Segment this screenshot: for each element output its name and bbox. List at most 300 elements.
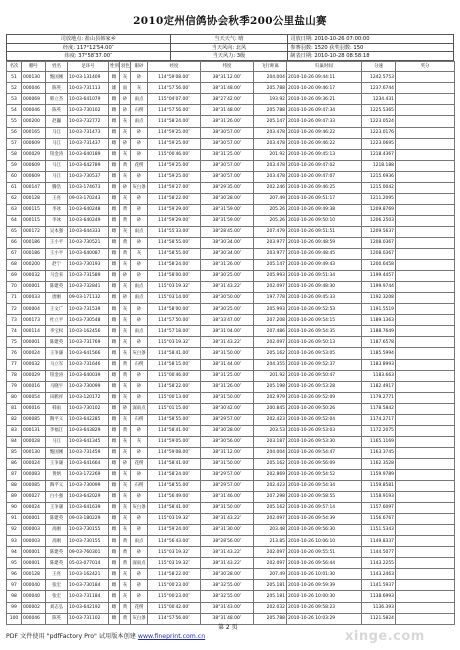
table-cell: 000115	[22, 215, 46, 226]
table-cell: 雌	[109, 525, 120, 536]
table-cell: 灰	[120, 569, 131, 580]
table-cell: 唐刚	[46, 293, 68, 304]
table-row	[7, 558, 455, 569]
table-cell	[396, 304, 455, 315]
table-cell: 204.004	[254, 447, 287, 458]
table-cell: 000186	[22, 249, 46, 260]
table-cell: 灰	[120, 282, 131, 293]
table-row	[7, 293, 455, 304]
table-cell: 砂	[131, 469, 148, 480]
column-header: 姓名	[46, 61, 68, 72]
table-cell: 10-03-172269	[68, 469, 109, 480]
table-cell: 000172	[22, 226, 46, 237]
table-cell: 10-03-641079	[68, 94, 109, 105]
table-cell: 38°30′42.00″	[201, 403, 254, 414]
table-cell: 201.92	[254, 370, 287, 381]
table-cell: 2010-10-26 09:50:47	[287, 370, 362, 381]
table-cell: 207.486	[254, 326, 287, 337]
table-cell: 2010-10-26 09:36:21	[287, 94, 362, 105]
table-cell: 207.298	[254, 492, 287, 503]
column-header: 眼砂	[131, 61, 148, 72]
table-cell: 38°31′48.00″	[201, 613, 254, 624]
table-cell: 90	[7, 503, 22, 514]
table-cell: 2010-10-26 09:58:23	[287, 602, 362, 613]
table-cell: 陈建英	[46, 514, 68, 525]
table-cell: 38°31′46.00″	[201, 492, 254, 503]
table-cell: 66	[7, 237, 22, 248]
table-cell: 雌	[109, 293, 120, 304]
table-cell: 2010-10-26 09:53:03	[287, 425, 362, 436]
table-cell: 花楞	[131, 160, 148, 171]
table-cell: 马江	[46, 171, 68, 182]
table-cell: 205.788	[254, 613, 287, 624]
table-cell: 10-03-730099	[68, 481, 109, 492]
table-cell: 203.977	[254, 237, 287, 248]
table-cell: 10-03-644333	[68, 226, 109, 237]
table-cell: 2010-10-26 09:56:30	[287, 525, 362, 536]
table-cell: 灰	[120, 503, 131, 514]
table-cell: 2010-10-26 09:50:10	[287, 215, 362, 226]
table-row	[7, 547, 455, 558]
table-cell: 10-03-174673	[68, 182, 109, 193]
table-cell	[396, 72, 455, 83]
table-cell: 雨点	[131, 282, 148, 293]
table-cell: 1162.3528	[362, 458, 396, 469]
table-cell: 56	[7, 127, 22, 138]
table-cell	[396, 514, 455, 525]
table-cell: 赵巍	[46, 116, 68, 127]
table-cell: 10-03-731769	[68, 337, 109, 348]
table-cell: 71	[7, 293, 22, 304]
table-cell: 80	[7, 392, 22, 403]
table-cell	[396, 547, 455, 558]
table-cell	[396, 105, 455, 116]
table-cell: 2010-10-26 09:48:30	[287, 282, 362, 293]
table-cell: 1179.2771	[362, 392, 396, 403]
table-cell: 1187.6578	[362, 337, 396, 348]
table-cell: 10-03-730102	[68, 403, 109, 414]
table-cell: 2010-10-26 09:49:43	[287, 260, 362, 271]
table-cell: 000001	[22, 514, 46, 525]
table-cell: 38°30′57.00″	[201, 127, 254, 138]
table-cell: 203.478	[254, 171, 287, 182]
table-cell: 雌	[109, 182, 120, 193]
table-cell: 09-03-170243	[68, 193, 109, 204]
table-cell	[396, 458, 455, 469]
table-cell: 雌	[109, 127, 120, 138]
table-row	[7, 260, 455, 271]
table-cell	[396, 237, 455, 248]
table-cell: 38°30′50.00″	[201, 293, 254, 304]
table-cell: 38°31′43.22″	[201, 282, 254, 293]
table-cell: 115°00′42.00″	[148, 602, 201, 613]
table-cell: 000016	[22, 381, 46, 392]
table-row	[7, 337, 455, 348]
table-cell: 114°59′25.00″	[148, 127, 201, 138]
table-cell	[396, 116, 455, 127]
table-cell: 95	[7, 558, 22, 569]
table-cell: 64	[7, 215, 22, 226]
table-cell: 砂	[131, 547, 148, 558]
table-cell: 黄	[120, 204, 131, 215]
table-cell: 68	[7, 260, 22, 271]
table-cell	[396, 481, 455, 492]
table-cell: 000128	[22, 569, 46, 580]
table-row	[7, 403, 455, 414]
table-cell	[396, 293, 455, 304]
table-cell: 砂	[131, 204, 148, 215]
table-cell: 10-03-162421	[68, 569, 109, 580]
table-cell: 59	[7, 160, 22, 171]
table-cell: 砂	[131, 525, 148, 536]
table-cell: 2010-10-26 09:54:47	[287, 447, 362, 458]
table-cell: 2010-10-26 09:52:09	[287, 392, 362, 403]
table-cell: 205.147	[254, 260, 287, 271]
table-cell: 38°31′50.00″	[201, 503, 254, 514]
table-cell: 1223.0524	[362, 116, 396, 127]
table-cell: 38°31′50.00″	[201, 392, 254, 403]
table-cell: 2010-10-26 09:44:11	[287, 72, 362, 83]
table-cell: 38°30′57.00″	[201, 160, 254, 171]
table-cell: 38°31′50.00″	[201, 458, 254, 469]
table-cell: 砂	[131, 425, 148, 436]
table-cell: 张宏	[46, 591, 68, 602]
table-cell: 38°31′12.00″	[201, 72, 254, 83]
table-cell: 38°32′55.00″	[201, 580, 254, 591]
table-cell: 114°57′56.00″	[148, 83, 201, 94]
table-cell: 1163.3745	[362, 447, 396, 458]
table-cell: 李冰	[46, 204, 68, 215]
table-row	[7, 481, 455, 492]
table-cell: 1242.5753	[362, 72, 396, 83]
table-cell: 202.097	[254, 547, 287, 558]
table-cell: 38°31′43.22″	[201, 558, 254, 569]
table-cell: 1178.5842	[362, 403, 396, 414]
table-cell: 05-03-077014	[68, 558, 109, 569]
table-cell: 陈英	[46, 613, 68, 624]
table-cell	[396, 138, 455, 149]
table-cell: 灰	[120, 226, 131, 237]
table-cell: 52	[7, 83, 22, 94]
table-cell: 000028	[22, 436, 46, 447]
table-cell: 李冰	[46, 215, 68, 226]
table-cell: 000173	[22, 315, 46, 326]
table-cell: 115°00′23.00″	[148, 591, 201, 602]
table-cell: 灰	[120, 72, 131, 83]
table-row	[7, 469, 455, 480]
table-cell: 灰	[120, 348, 131, 359]
table-cell: 砂	[131, 447, 148, 458]
table-cell: 黄炳	[46, 469, 68, 480]
pdf-footer	[6, 631, 205, 640]
table-cell	[396, 613, 455, 624]
table-cell: 38°31′26.00″	[201, 381, 254, 392]
table-row	[7, 215, 455, 226]
table-cell: 雌	[109, 458, 120, 469]
table-cell: 1188.7649	[362, 326, 396, 337]
table-cell: 205.162	[254, 458, 287, 469]
table-cell: 砂	[131, 215, 148, 226]
table-cell: 1223.0695	[362, 138, 396, 149]
table-cell: 2010-10-26 09:53:28	[287, 381, 362, 392]
table-cell: 203.48	[254, 525, 287, 536]
table-cell: 114°57′56.00″	[148, 105, 201, 116]
table-cell: 114°58′24.00″	[148, 260, 201, 271]
table-cell: 甄国刚	[46, 72, 68, 83]
table-row	[7, 425, 455, 436]
table-cell: 114°59′29.00″	[148, 204, 201, 215]
table-row	[7, 580, 455, 591]
table-cell: 10-03-730193	[68, 260, 109, 271]
table-cell: 10-03-640039	[68, 370, 109, 381]
table-cell: 雌	[109, 536, 120, 547]
table-cell: 砂	[120, 182, 131, 193]
table-cell: 灰	[120, 525, 131, 536]
table-cell: 207.208	[254, 315, 287, 326]
table-cell: 砂	[131, 127, 148, 138]
table-cell: 高刚	[46, 536, 68, 547]
table-cell: 雨点	[131, 226, 148, 237]
table-cell: 黄	[120, 536, 131, 547]
table-cell: 2010-10-26 09:46:17	[287, 83, 362, 94]
table-cell: 石楞	[131, 414, 148, 425]
table-cell: 10-03-640249	[68, 215, 109, 226]
table-cell: 10-03-732772	[68, 116, 109, 127]
table-cell: 雌	[109, 116, 120, 127]
table-cell: 灰白条	[131, 613, 148, 624]
table-cell: 000165	[22, 127, 46, 138]
table-cell: 10-03-730184	[68, 580, 109, 591]
table-cell: 000200	[22, 260, 46, 271]
column-header: 性别	[109, 61, 120, 72]
table-cell: 砂	[131, 392, 148, 403]
table-cell: 114°58′41.00″	[148, 348, 201, 359]
table-cell: 202.097	[254, 558, 287, 569]
table-cell: 1159.9789	[362, 469, 396, 480]
table-cell: 雌	[109, 149, 120, 160]
table-cell: 97	[7, 580, 22, 591]
table-cell: 刘志弘	[46, 602, 68, 613]
table-cell: 雌	[109, 94, 120, 105]
table-cell	[396, 503, 455, 514]
table-cell: 高刚	[46, 525, 68, 536]
table-cell: 2010-10-26 09:50:13	[287, 337, 362, 348]
table-cell: 陶平义	[46, 414, 68, 425]
table-cell: 雌	[109, 138, 120, 149]
table-cell: 雌	[109, 414, 120, 425]
table-cell: 38°27′42.00″	[201, 94, 254, 105]
info-cell: 当天风力: 3级	[170, 52, 288, 61]
table-cell: 2010-10-26 10:06:10	[287, 536, 362, 547]
table-cell: 1121.5824	[362, 613, 396, 624]
table-cell: 000027	[22, 492, 46, 503]
table-cell	[396, 204, 455, 215]
table-cell: 1143.2255	[362, 558, 396, 569]
table-cell: 灰	[120, 381, 131, 392]
table-cell: 000003	[22, 536, 46, 547]
table-cell	[396, 525, 455, 536]
table-cell: 2010-10-26 09:51:34	[287, 271, 362, 282]
table-cell: 1159.8581	[362, 481, 396, 492]
table-cell: 砂	[120, 293, 131, 304]
table-cell: 09-03-171132	[68, 293, 109, 304]
table-cell	[396, 403, 455, 414]
table-cell	[396, 315, 455, 326]
table-cell: 雨点	[131, 293, 148, 304]
table-cell	[396, 282, 455, 293]
info-row	[7, 52, 454, 61]
table-cell: 10-03-731113	[68, 83, 109, 94]
table-cell: 10-03-731473	[68, 127, 109, 138]
table-cell: 000029	[22, 149, 46, 160]
table-row	[7, 160, 455, 171]
table-cell: 雌	[109, 613, 120, 624]
table-cell: 000130	[22, 447, 46, 458]
table-cell: 雌	[109, 215, 120, 226]
table-cell: 砂	[131, 237, 148, 248]
table-cell: 000024	[22, 458, 46, 469]
table-cell	[396, 260, 455, 271]
table-cell: 腾浩	[46, 182, 68, 193]
info-cell: 当天天气: 晴	[170, 35, 288, 44]
table-cell: 38°30′34.00″	[201, 237, 254, 248]
table-cell: 2010-10-26 09:58:55	[287, 492, 362, 503]
table-row	[7, 326, 455, 337]
race-title: 2010定州信鸽协会秋季200公里盐山赛	[133, 15, 327, 27]
table-cell: 雌	[109, 260, 120, 271]
table-cell: 38°30′28.00″	[201, 569, 254, 580]
table-cell: 2010-10-26 09:45:13	[287, 149, 362, 160]
table-cell: 000002	[22, 602, 46, 613]
table-cell: 38°30′57.00″	[201, 138, 254, 149]
table-cell: 雌	[109, 72, 120, 83]
table-row	[7, 447, 455, 458]
table-cell: 213.85	[254, 536, 287, 547]
table-cell: 000040	[22, 580, 46, 591]
table-cell: 王争谦	[46, 348, 68, 359]
table-cell: 203.478	[254, 160, 287, 171]
table-cell: 114°58′24.00″	[148, 116, 201, 127]
table-cell	[396, 447, 455, 458]
table-cell: 花楞	[131, 458, 148, 469]
table-cell	[396, 569, 455, 580]
table-cell: 76	[7, 348, 22, 359]
table-cell: 马江	[46, 436, 68, 447]
table-cell: 38°31′25.00″	[201, 149, 254, 160]
info-cell: 参赛羽数: 1520 获奖羽数: 150	[288, 43, 454, 52]
table-cell: 砂	[120, 271, 131, 282]
table-cell: 马江	[46, 160, 68, 171]
table-cell: 1149.8337	[362, 536, 396, 547]
table-cell: 000128	[22, 193, 46, 204]
table-cell: 38°31′43.22″	[201, 337, 254, 348]
table-cell: 114°59′24.00″	[148, 525, 201, 536]
table-cell: 205.181	[254, 591, 287, 602]
table-row	[7, 591, 455, 602]
table-cell: 38°30′28.00″	[201, 425, 254, 436]
table-cell: 115°00′23.00″	[148, 580, 201, 591]
table-cell: 000085	[22, 414, 46, 425]
table-cell: 雌	[109, 569, 120, 580]
table-cell: 雌	[109, 436, 120, 447]
column-header: 归巢时间	[287, 61, 362, 72]
table-cell: 2010-10-26 09:50:26	[287, 403, 362, 414]
table-cell: 砂	[131, 569, 148, 580]
table-cell: 114°58′22.00″	[148, 193, 201, 204]
table-cell: 10-03-120172	[68, 392, 109, 403]
table-cell	[396, 271, 455, 282]
table-cell: 1136.393	[362, 602, 396, 613]
table-cell: 10-03-731459	[68, 447, 109, 458]
table-cell: 205.788	[254, 105, 287, 116]
table-cell: 10-03-730099	[68, 381, 109, 392]
table-cell: 203.478	[254, 138, 287, 149]
table-cell: 雌	[109, 249, 120, 260]
table-cell: 石楞	[131, 105, 148, 116]
table-cell: 115°03′14.00″	[148, 293, 201, 304]
table-cell: 2010-10-26 10:00:30	[287, 591, 362, 602]
table-row	[7, 116, 455, 127]
table-cell: 10-03-642285	[68, 414, 109, 425]
table-cell: 陶平义	[46, 481, 68, 492]
table-cell: 1237.6744	[362, 83, 396, 94]
table-cell: 1206.2503	[362, 215, 396, 226]
table-cell: 000004	[22, 304, 46, 315]
table-cell: 10-03-641664	[68, 458, 109, 469]
table-cell: 10-03-731102	[68, 613, 109, 624]
table-cell: 1192.3208	[362, 293, 396, 304]
table-cell: 雌	[109, 171, 120, 182]
table-cell: 2010-10-26 09:48:45	[287, 249, 362, 260]
page-number: 第 2 页	[218, 624, 238, 631]
table-cell: 38°31′25.00″	[201, 370, 254, 381]
table-cell: 雨点	[131, 326, 148, 337]
table-cell	[396, 226, 455, 237]
table-cell: 202.869	[254, 469, 287, 480]
table-cell: 2010-10-26 09:47:02	[287, 160, 362, 171]
table-cell: 000003	[22, 525, 46, 536]
footer-link[interactable]: www.fineprint.com.cn	[137, 633, 206, 640]
table-cell: 10-03-640248	[68, 204, 109, 215]
table-cell: 114°58′15.00″	[148, 359, 201, 370]
table-row	[7, 83, 455, 94]
table-cell: 砂	[120, 94, 131, 105]
table-cell: 72	[7, 304, 22, 315]
table-cell: 黄	[120, 160, 131, 171]
table-row	[7, 514, 455, 525]
table-cell: 陈建英	[46, 282, 68, 293]
table-cell: 雨点	[131, 536, 148, 547]
table-cell: 38°29′35.00″	[201, 182, 254, 193]
table-cell: 89	[7, 492, 22, 503]
watermark: xinge.com	[345, 629, 425, 644]
table-cell: 2010-10-26 09:54:39	[287, 514, 362, 525]
table-cell: 雌	[109, 514, 120, 525]
table-cell: 2010-10-26 09:57:14	[287, 503, 362, 514]
table-cell: 1172.2075	[362, 425, 396, 436]
table-cell: 38°30′28.00″	[201, 193, 254, 204]
table-cell: 1144.5077	[362, 547, 396, 558]
table-cell: 雌	[109, 602, 120, 613]
table-cell: 雌	[109, 304, 120, 315]
table-cell: 000040	[22, 591, 46, 602]
table-cell: 杜立平	[46, 315, 68, 326]
table-cell: 114°59′05.00″	[148, 436, 201, 447]
table-cell: 38°28′56.00″	[201, 536, 254, 547]
table-cell: 王亮	[46, 569, 68, 580]
table-cell: 2010-10-26 09:52:04	[287, 414, 362, 425]
table-row	[7, 304, 455, 315]
